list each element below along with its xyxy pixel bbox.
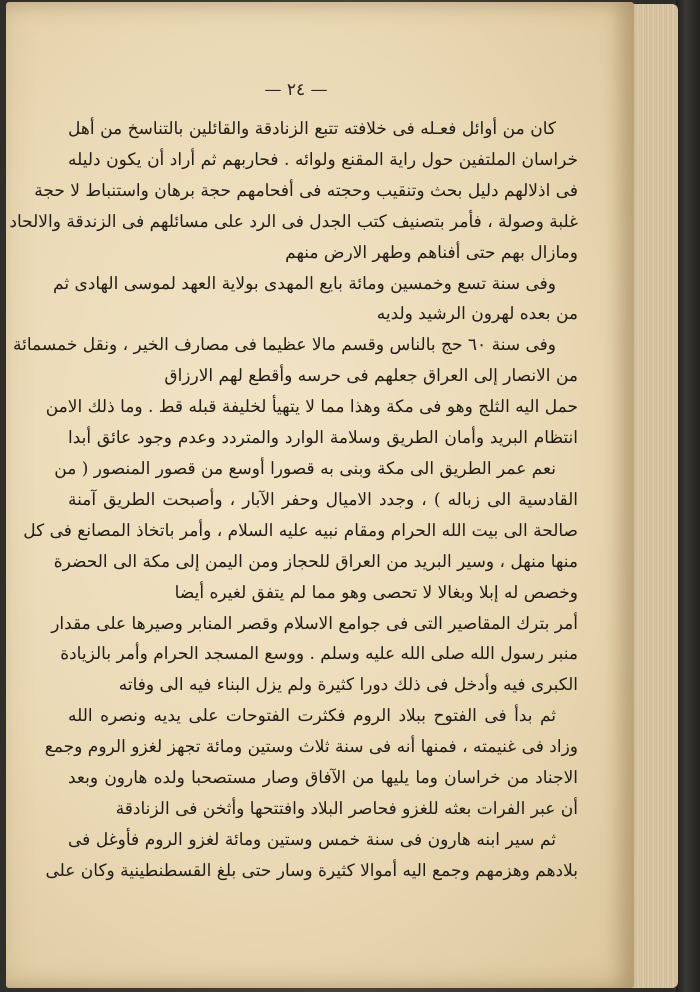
- text-line: القادسية الى زباله ) ، وجدد الاميال وحفر الآبار ، وأصبحت الطريق آمنة: [68, 489, 578, 510]
- text-line: الاجناد من خراسان وما يليها من الآفاق وصار مستصحبا ولده هارون وبعد: [68, 768, 578, 789]
- text-line: الكبرى فيه وأدخل فى ذلك دورا كثيرة ولم يزل البناء فيه الى وفاته: [118, 675, 578, 696]
- text-line: صالحة الى بيت الله الحرام ومقام نبيه عليه السلام ، وأمر باتخاذ المصانع فى كل: [23, 520, 578, 541]
- text-line: منبر رسول الله صلى الله عليه وسلم . ووسع المسجد الحرام وأمر بالزيادة: [60, 644, 578, 665]
- text-line: من الانصار إلى العراق جعلهم فى حرسه وأقطع لهم الارزاق: [164, 366, 578, 387]
- book-cover-edge: [676, 0, 700, 992]
- text-line: منها منهل ، وسير البريد من العراق للحجاز ومن اليمن إلى مكة الى الحضرة: [53, 551, 578, 572]
- text-line: خراسان الملتفين حول راية المقنع ولوائه . فحاربهم ثم أراد أن يكون دليله: [68, 149, 578, 170]
- page-number: — ٢٤ —: [264, 80, 328, 100]
- text-line: ثم سير ابنه هارون فى سنة خمس وستين ومائة لغزو الروم فأوغل فى: [68, 829, 556, 850]
- text-line: من بعده لهرون الرشيد ولديه: [376, 304, 578, 325]
- text-line: أن عبر الفرات بعثه للغزو فحاصر البلاد وافتتحها وأثخن فى الزنادقة: [115, 798, 578, 819]
- text-line: وفى سنة تسع وخمسين ومائة بايع المهدى بولاية العهد لموسى الهادى ثم: [53, 273, 556, 294]
- body-text: [9, 114, 578, 887]
- text-line: ثم بدأ فى الفتوح ببلاد الروم فكثرت الفتوحات على يديه ونصره الله: [68, 706, 556, 727]
- text-line: ومازال بهم حتى أفناهم وطهر الارض منهم: [285, 242, 578, 263]
- text-line: نعم عمر الطريق الى مكة وبنى به قصورا أوسع من قصور المنصور ( من: [54, 458, 556, 479]
- text-line: وفى سنة ٦٠ حج بالناس وقسم مالا عظيما فى مصارف الخير ، ونقل خمسمائة: [13, 335, 556, 356]
- book-page: [6, 2, 634, 988]
- text-line: كان من أوائل فعـله فى خلافته تتبع الزنادقة والقائلين بالتناسخ من أهل: [68, 119, 556, 139]
- text-line: انتظام البريد وأمان الطريق وسلامة الوارد والمتردد وعدم وجود عائق أبدا: [68, 428, 578, 449]
- text-line: وزاد فى غنيمته ، فمنها أنه فى سنة ثلاث وستين ومائة تجهز لغزو الروم وجمع: [44, 737, 578, 758]
- text-line: بلادهم وهزمهم وجمع اليه أموالا كثيرة وسار حتى بلغ القسطنطينية وكان على: [45, 860, 578, 881]
- text-line: وخصص له إبلا وبغالا لا تحصى وهو مما لم يتفق لغيره أيضا: [174, 582, 578, 603]
- text-line: أمر بترك المقاصير التى فى جوامع الاسلام وقصر المنابر وصيرها على مقدار: [51, 613, 578, 634]
- text-line: حمل اليه الثلج وهو فى مكة وهذا مما لا يتهيأ لخليفة قبله قط . وما ذلك الامن: [45, 397, 578, 418]
- text-line: فى اذلالهم دليل بحث وتنقيب وحجته فى أفحامهم حجة برهان واستنباط لا حجة: [34, 180, 578, 201]
- text-line: غلبة وصولة ، فأمر بتصنيف كتب الجدل فى الرد على مسائلهم فى الزندقة والالحاد: [9, 211, 578, 232]
